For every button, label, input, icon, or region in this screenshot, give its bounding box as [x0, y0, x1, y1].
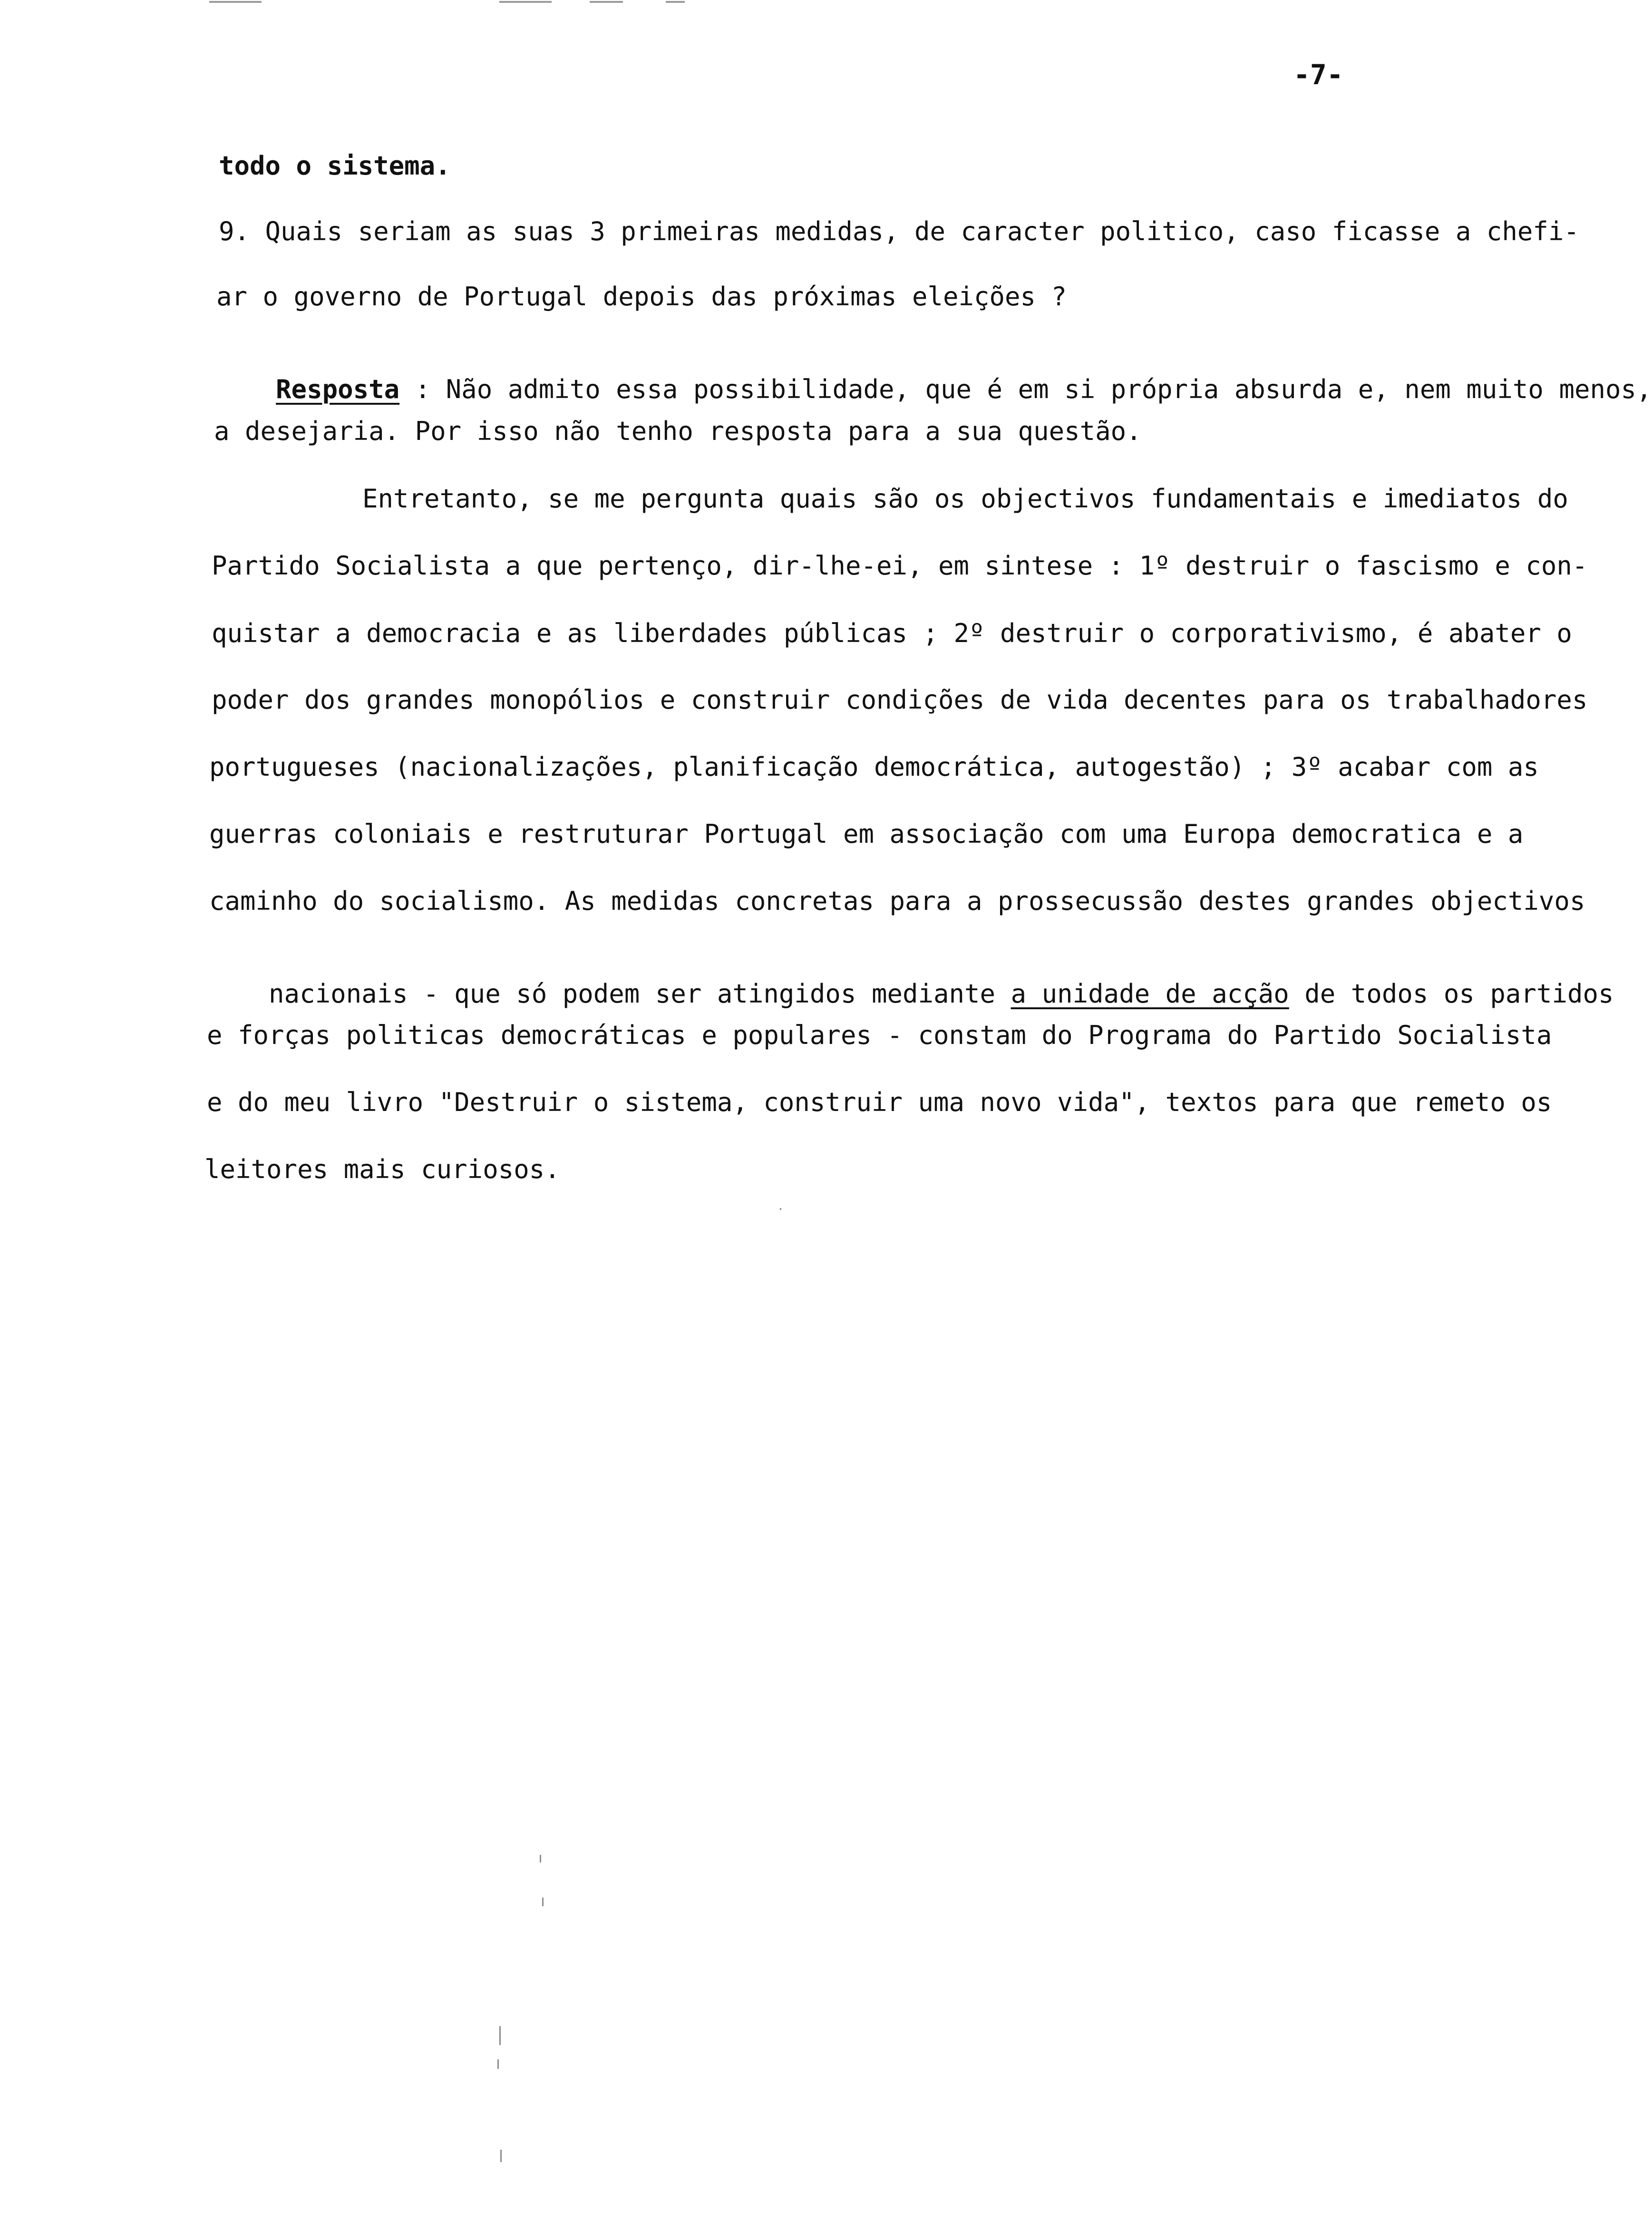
paragraph-line: e do meu livro "Destruir o sistema, construir uma novo vida", textos para que remeto os — [207, 1087, 1552, 1117]
scan-speck — [500, 2150, 502, 2162]
answer-text: : Não admito essa possibilidade, que é em si própria absurda e, nem muito menos, — [399, 374, 1652, 404]
scan-speck — [497, 2059, 499, 2069]
paragraph-text: de todos os partidos — [1289, 979, 1614, 1009]
underlined-phrase: a unidade de acção — [1011, 979, 1289, 1009]
paragraph-line: leitores mais curiosos. — [204, 1154, 560, 1184]
paragraph-line: Partido Socialista a que pertenço, dir-lhe-ei, em sintese : 1º destruir o fascismo e con- — [212, 551, 1588, 581]
scan-speck — [499, 2026, 501, 2045]
question-line: ar o governo de Portugal depois das próximas eleições ? — [216, 282, 1067, 312]
paragraph-line: poder dos grandes monopólios e construir condições de vida decentes para os trabalhadores — [212, 685, 1588, 715]
scan-speck — [542, 1898, 544, 1906]
answer-line: a desejaria. Por isso não tenho resposta para a sua questão. — [214, 416, 1142, 446]
answer-label: Resposta — [276, 374, 400, 404]
scan-mark — [499, 1, 552, 3]
scan-mark — [209, 1, 262, 3]
paragraph-line: guerras coloniais e restruturar Portugal em associação com uma Europa democratica e a — [209, 819, 1524, 849]
page-number: -7- — [1293, 58, 1343, 91]
question-line: 9. Quais seriam as suas 3 primeiras medidas, de caracter politico, caso ficasse a chefi- — [219, 216, 1579, 246]
scan-mark — [666, 1, 685, 3]
text-line: todo o sistema. — [219, 151, 451, 181]
paragraph-line: portugueses (nacionalizações, planificação democrática, autogestão) ; 3º acabar com as — [209, 752, 1539, 782]
paragraph-line: caminho do socialismo. As medidas concretas para a prossecussão destes grandes objectivos — [209, 886, 1585, 916]
paragraph-text: nacionais - que só podem ser atingidos mediante — [269, 979, 1011, 1009]
scan-speck — [780, 1208, 781, 1210]
scan-speck — [540, 1855, 541, 1862]
paragraph-line: e forças politicas democráticas e populares - constam do Programa do Partido Socialista — [207, 1020, 1552, 1050]
paragraph-line: Entretanto, se me pergunta quais são os objectivos fundamentais e imediatos do — [362, 484, 1568, 514]
paragraph-line: quistar a democracia e as liberdades públicas ; 2º destruir o corporativismo, é abater o — [212, 618, 1572, 648]
scan-mark — [590, 1, 623, 3]
